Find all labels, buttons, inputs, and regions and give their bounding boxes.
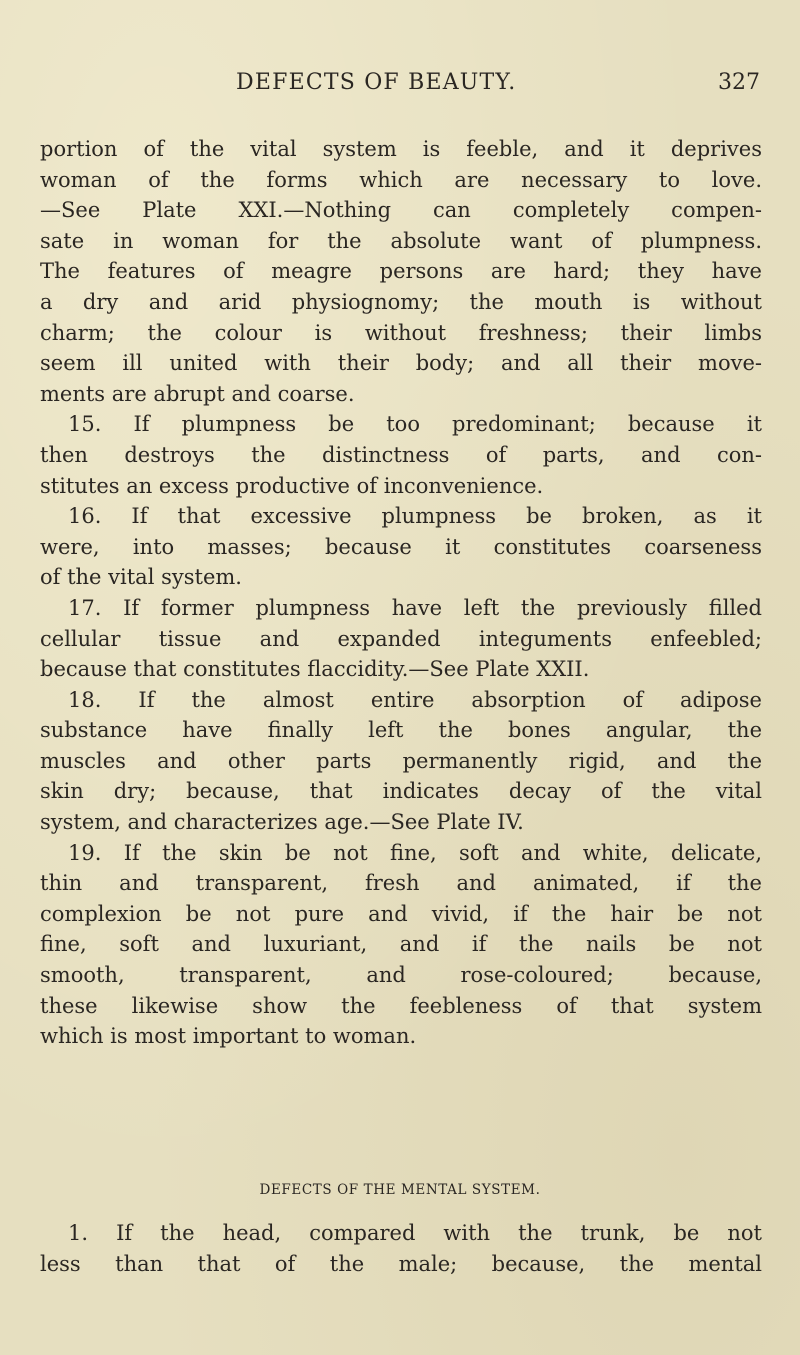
text-line: substance have finally left the bones angular, the — [40, 718, 762, 743]
text-line: complexion be not pure and vivid, if the hair be not — [40, 901, 762, 926]
text-line: woman of the forms which are necessary to love. — [40, 167, 762, 192]
text-line: cellular tissue and expanded integuments enfeebled; — [40, 626, 762, 651]
text-line: smooth, transparent, and rose-coloured; because, — [40, 963, 762, 988]
text-line: seem ill united with their body; and all their move- — [40, 351, 762, 376]
text-line: ments are abrupt and coarse. — [40, 381, 355, 406]
text-line: which is most important to woman. — [40, 1024, 417, 1049]
text-line: a dry and arid physiognomy; the mouth is without — [40, 289, 762, 314]
text-line: thin and transparent, fresh and animated, if the — [40, 871, 762, 896]
text-line: sate in woman for the absolute want of plumpness. — [40, 228, 762, 253]
body-text — [40, 134, 762, 1052]
text-line: these likewise show the feebleness of that system — [40, 993, 762, 1018]
page-number: 327 — [718, 70, 760, 95]
running-title: DEFECTS OF BEAUTY. — [236, 70, 517, 95]
text-line: stitutes an excess productive of inconvenience. — [40, 473, 544, 498]
text-line: muscles and other parts permanently rigid, and the — [40, 748, 762, 773]
paragraph-19-line: 19. If the skin be not fine, soft and white, delicate, — [68, 840, 762, 865]
paragraph-17-line: 17. If former plumpness have left the previously filled — [68, 595, 762, 620]
text-line: —See Plate XXI.—Nothing can completely compen- — [40, 198, 762, 223]
text-line: The features of meagre persons are hard; they have — [40, 259, 762, 284]
text-line: charm; the colour is without freshness; their limbs — [40, 320, 762, 345]
paragraph-16-line: 16. If that excessive plumpness be broken, as it — [68, 504, 762, 529]
text-line: fine, soft and luxuriant, and if the nails be not — [40, 932, 762, 957]
section-heading: DEFECTS OF THE MENTAL SYSTEM. — [259, 1182, 541, 1198]
text-line: system, and characterizes age.—See Plate IV. — [40, 810, 524, 835]
running-head — [236, 70, 760, 110]
text-line: portion of the vital system is feeble, and it deprives — [40, 137, 762, 161]
section-text — [40, 1218, 762, 1279]
text-line: of the vital system. — [40, 565, 242, 590]
text-line: then destroys the distinctness of parts, and con- — [40, 442, 762, 467]
paragraph-18-line: 18. If the almost entire absorption of adipose — [68, 687, 762, 712]
text-line: skin dry; because, that indicates decay of the vital — [40, 779, 762, 804]
paragraph-1-line: 1. If the head, compared with the trunk, be not — [68, 1221, 762, 1245]
text-line: were, into masses; because it constitutes coarseness — [40, 534, 762, 559]
text-line: less than that of the male; because, the mental — [40, 1251, 762, 1276]
text-line: because that constitutes flaccidity.—See Plate XXII. — [40, 657, 590, 682]
paragraph-15-line: 15. If plumpness be too predominant; because it — [68, 412, 762, 437]
